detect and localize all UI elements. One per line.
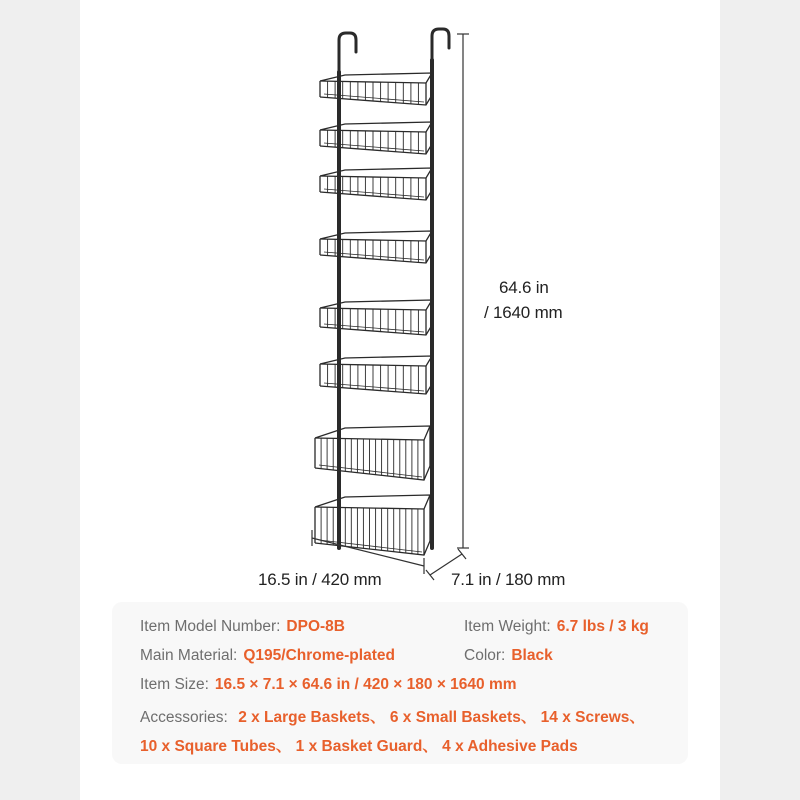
accessory-separator: 、 [422,738,438,755]
accessory-item: 1 x Basket Guard [295,738,423,755]
wire-basket [320,356,432,394]
wire-basket [315,495,430,555]
accessory-item: 10 x Square Tubes [140,738,276,755]
spec-accessories-continued [140,734,578,756]
spec-color [464,647,553,665]
spec-material-value: Q195/Chrome-plated [243,647,395,664]
spec-size [140,676,517,694]
wire-basket [320,300,432,335]
wire-basket [320,168,432,200]
wire-basket [320,122,432,154]
accessory-item: 6 x Small Baskets [389,709,521,726]
accessory-item: 2 x Large Baskets [238,709,371,726]
accessory-separator: 、 [629,709,645,726]
depth-dimension-label: 7.1 in / 180 mm [451,570,566,589]
spec-size-label: Item Size: [140,676,209,693]
spec-weight [464,618,649,636]
spec-model [140,618,345,636]
spec-size-value: 16.5 × 7.1 × 64.6 in / 420 × 180 × 1640 mm [214,676,517,693]
spec-material [140,647,395,665]
accessory-item: 14 x Screws [540,709,630,726]
wire-basket [320,73,432,105]
spec-model-value: DPO-8B [286,618,345,635]
spec-material-label: Main Material: [140,647,238,664]
accessory-separator: 、 [275,738,292,755]
width-dimension-line [312,530,424,574]
accessory-separator: 、 [370,709,386,726]
spec-model-label: Item Model Number: [140,618,281,635]
wire-basket [315,426,430,480]
height-dimension-line [457,34,469,548]
accessory-separator: 、 [520,709,537,726]
width-dimension-label: 16.5 in / 420 mm [258,570,382,589]
spec-weight-label: Item Weight: [464,618,551,635]
accessory-item: 4 x Adhesive Pads [442,738,578,755]
spec-color-label: Color: [464,647,506,664]
spec-accessories [140,705,645,727]
wire-basket [320,231,432,263]
height-metric: / 1640 mm [484,303,563,322]
wire-baskets [315,73,432,555]
height-imperial: 64.6 in [499,278,549,297]
specifications-panel [112,602,688,764]
spec-weight-value: 6.7 lbs / 3 kg [556,618,649,635]
spec-accessories-label: Accessories: [140,709,228,726]
spec-color-value: Black [511,647,553,664]
height-dimension-label [484,275,563,325]
